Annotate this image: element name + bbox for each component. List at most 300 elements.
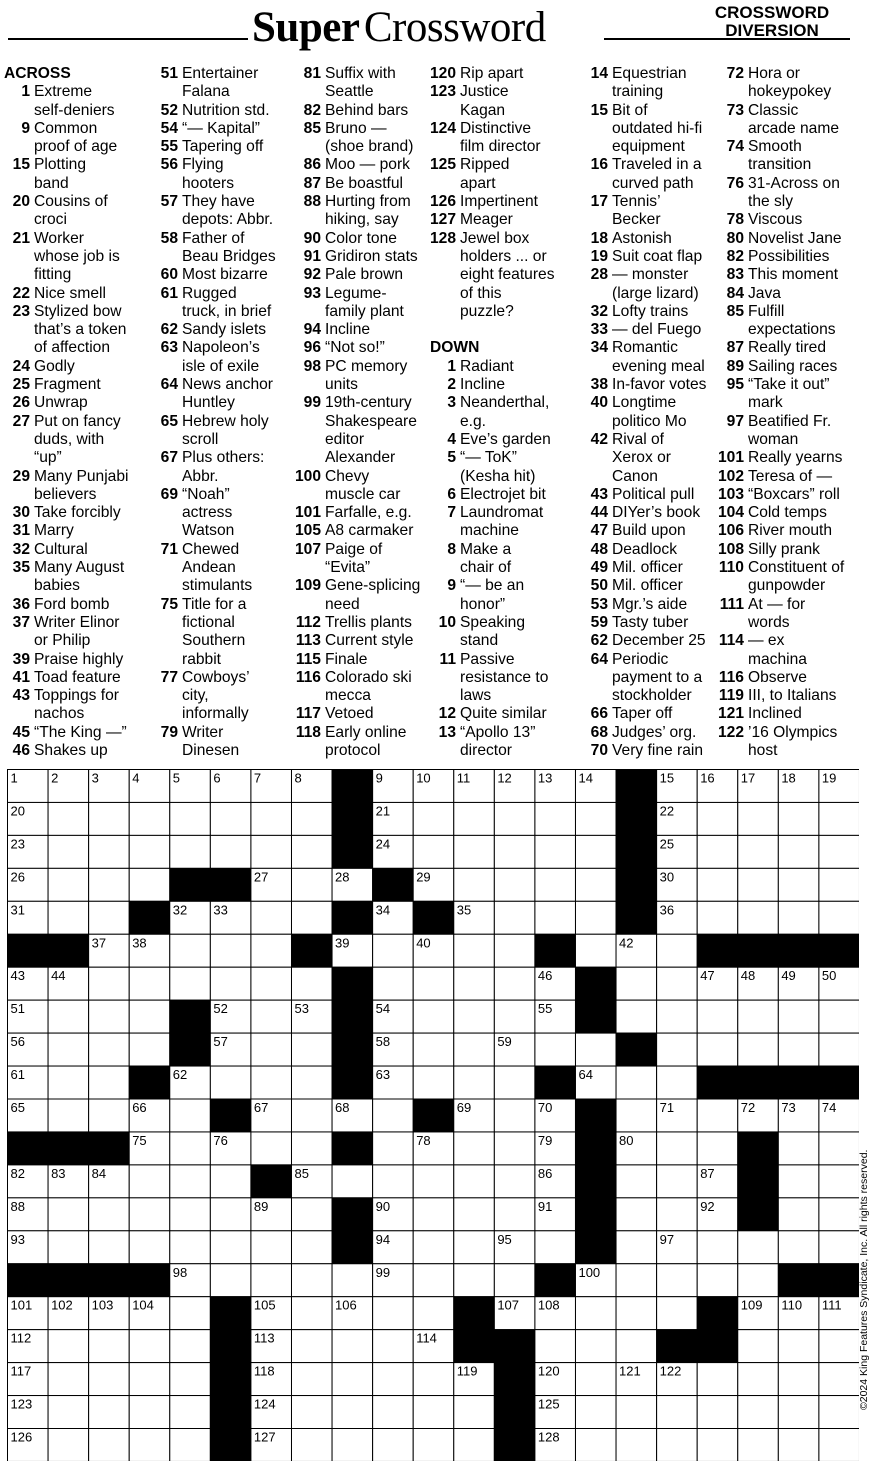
clue-number: 64 — [160, 376, 178, 394]
grid-cell[interactable] — [89, 1198, 130, 1231]
grid-cell[interactable] — [535, 1231, 576, 1264]
grid-cell[interactable] — [413, 1198, 454, 1231]
grid-cell[interactable] — [819, 1033, 859, 1066]
grid-cell[interactable] — [697, 835, 738, 868]
grid-cell[interactable] — [819, 1429, 859, 1462]
grid-cell[interactable] — [170, 1198, 211, 1231]
grid-cell[interactable] — [738, 1330, 779, 1363]
grid-cell[interactable] — [697, 1231, 738, 1264]
grid-cell[interactable] — [291, 802, 332, 835]
grid-cell[interactable] — [575, 835, 616, 868]
grid-cell[interactable] — [251, 1033, 292, 1066]
grid-cell[interactable] — [819, 868, 859, 901]
grid-cell[interactable] — [575, 1429, 616, 1462]
grid-cell[interactable] — [373, 1099, 414, 1132]
grid-cell[interactable] — [657, 1264, 698, 1297]
clue-item — [718, 138, 868, 175]
grid-cell[interactable] — [89, 1000, 130, 1033]
grid-cell[interactable] — [778, 901, 819, 934]
grid-cell[interactable] — [48, 1429, 89, 1462]
clue-number: 102 — [718, 467, 745, 485]
grid-cell[interactable] — [454, 1429, 495, 1462]
clue-item — [430, 577, 580, 614]
clue-line: Abbr. — [182, 467, 219, 485]
cell-number: 112 — [10, 1330, 32, 1346]
grid-cell[interactable] — [291, 868, 332, 901]
grid-cell[interactable] — [778, 1363, 819, 1396]
grid-cell[interactable] — [494, 1264, 535, 1297]
grid-cell[interactable] — [129, 1033, 170, 1066]
grid-cell[interactable] — [657, 934, 698, 967]
grid-cell[interactable] — [89, 1066, 130, 1099]
grid-cell[interactable] — [697, 1363, 738, 1396]
grid-cell[interactable] — [738, 835, 779, 868]
grid-cell[interactable] — [697, 1429, 738, 1462]
grid-cell[interactable] — [291, 1231, 332, 1264]
clue-item — [295, 175, 429, 193]
grid-cell[interactable] — [778, 1231, 819, 1264]
clue-text — [748, 468, 868, 486]
grid-cell[interactable] — [210, 1165, 251, 1198]
grid-cell[interactable] — [697, 1132, 738, 1165]
grid-cell[interactable] — [697, 901, 738, 934]
grid-cell[interactable] — [535, 1330, 576, 1363]
grid-cell[interactable] — [251, 1000, 292, 1033]
grid-cell[interactable] — [616, 1198, 657, 1231]
grid-cell[interactable] — [454, 1132, 495, 1165]
cell-number: 13 — [537, 770, 553, 786]
grid-cell[interactable] — [48, 1099, 89, 1132]
grid-cell[interactable] — [575, 1297, 616, 1330]
clue-number: 26 — [12, 394, 30, 412]
grid-cell[interactable] — [778, 1429, 819, 1462]
grid-cell[interactable] — [251, 901, 292, 934]
grid-cell[interactable] — [575, 802, 616, 835]
grid-cell[interactable] — [89, 868, 130, 901]
grid-cell[interactable] — [697, 1033, 738, 1066]
cell-number: 34 — [375, 902, 391, 918]
grid-cell[interactable] — [616, 1165, 657, 1198]
grid-cell[interactable] — [251, 1066, 292, 1099]
grid-cell[interactable] — [454, 1000, 495, 1033]
clue-line: Incline — [460, 376, 506, 394]
clue-item — [582, 339, 716, 376]
grid-cell[interactable] — [332, 1396, 373, 1429]
grid-cell[interactable] — [575, 1330, 616, 1363]
grid-cell[interactable] — [494, 1198, 535, 1231]
grid-cell[interactable] — [616, 1231, 657, 1264]
grid-cell[interactable] — [494, 1000, 535, 1033]
grid-cell[interactable] — [170, 1099, 211, 1132]
grid-cell[interactable] — [251, 1231, 292, 1264]
grid-cell[interactable] — [170, 1165, 211, 1198]
grid-cell[interactable] — [48, 802, 89, 835]
grid-cell[interactable] — [170, 934, 211, 967]
grid-cell[interactable] — [291, 1297, 332, 1330]
grid-cell[interactable] — [291, 835, 332, 868]
grid-cell[interactable] — [89, 1231, 130, 1264]
clue-line: Moo — pork — [325, 156, 410, 174]
grid-cell[interactable] — [778, 868, 819, 901]
grid-cell[interactable] — [373, 1132, 414, 1165]
grid-cell[interactable] — [48, 1198, 89, 1231]
grid-cell[interactable] — [48, 1363, 89, 1396]
grid-cell[interactable] — [373, 1297, 414, 1330]
grid-cell[interactable] — [413, 1363, 454, 1396]
grid-cell[interactable] — [332, 1429, 373, 1462]
clue-item — [4, 614, 150, 651]
grid-cell[interactable] — [291, 1363, 332, 1396]
grid-cell[interactable] — [616, 1330, 657, 1363]
grid-cell[interactable] — [291, 1198, 332, 1231]
grid-cell[interactable] — [535, 901, 576, 934]
grid-cell[interactable] — [494, 934, 535, 967]
clue-text — [460, 449, 580, 486]
grid-cell[interactable] — [48, 1231, 89, 1264]
grid-cell[interactable] — [170, 1363, 211, 1396]
grid-cell[interactable] — [89, 1396, 130, 1429]
clue-line: Viscous — [748, 211, 803, 229]
grid-cell[interactable] — [48, 1000, 89, 1033]
grid-cell[interactable] — [170, 1297, 211, 1330]
grid-cell[interactable] — [413, 1033, 454, 1066]
grid-cell[interactable] — [251, 967, 292, 1000]
grid-cell[interactable] — [129, 1165, 170, 1198]
grid-cell[interactable] — [819, 802, 859, 835]
grid-cell[interactable] — [210, 1264, 251, 1297]
grid-cell[interactable] — [210, 1198, 251, 1231]
grid-cell[interactable] — [413, 1066, 454, 1099]
clue-text — [748, 559, 868, 596]
grid-cell[interactable] — [454, 868, 495, 901]
grid-cell[interactable] — [413, 1000, 454, 1033]
clue-number: 101 — [718, 449, 745, 467]
grid-cell[interactable] — [291, 1066, 332, 1099]
grid-cell[interactable] — [413, 835, 454, 868]
grid-cell[interactable] — [616, 1396, 657, 1429]
grid-cell[interactable] — [170, 1132, 211, 1165]
grid-cell[interactable] — [413, 1264, 454, 1297]
grid-cell[interactable] — [170, 1396, 211, 1429]
grid-cell[interactable] — [494, 1099, 535, 1132]
grid-cell[interactable] — [210, 1066, 251, 1099]
grid-cell[interactable] — [494, 802, 535, 835]
grid-cell[interactable] — [535, 835, 576, 868]
grid-cell[interactable] — [819, 1198, 859, 1231]
grid-cell[interactable] — [778, 1000, 819, 1033]
clue-text — [34, 376, 150, 394]
grid-cell[interactable] — [657, 1396, 698, 1429]
grid-cell[interactable] — [373, 1429, 414, 1462]
grid-cell[interactable] — [373, 1396, 414, 1429]
grid-cell[interactable] — [291, 1033, 332, 1066]
grid-cell[interactable] — [291, 1264, 332, 1297]
grid-cell[interactable] — [210, 1231, 251, 1264]
grid-cell[interactable] — [48, 1396, 89, 1429]
grid-cell[interactable] — [129, 1363, 170, 1396]
grid-cell[interactable] — [616, 1000, 657, 1033]
grid-cell[interactable] — [373, 967, 414, 1000]
clue-line: Suffix with — [325, 65, 396, 82]
clue-line: Many Punjabi — [34, 467, 129, 485]
grid-cell[interactable] — [738, 1363, 779, 1396]
grid-cell[interactable] — [454, 1165, 495, 1198]
grid-cell[interactable] — [575, 934, 616, 967]
grid-cell[interactable] — [413, 967, 454, 1000]
grid-cell[interactable] — [129, 1396, 170, 1429]
clue-line: Farfalle, e.g. — [325, 504, 412, 522]
grid-cell[interactable] — [657, 1000, 698, 1033]
grid-cell[interactable] — [738, 802, 779, 835]
grid-cell[interactable] — [738, 1033, 779, 1066]
grid-cell[interactable] — [778, 1165, 819, 1198]
grid-cell[interactable] — [291, 1396, 332, 1429]
grid-cell[interactable] — [89, 1099, 130, 1132]
grid-cell[interactable] — [494, 835, 535, 868]
grid-cell[interactable] — [48, 1066, 89, 1099]
cell-number: 19 — [821, 770, 837, 786]
clue-line: — ex — [748, 632, 785, 650]
grid-cell[interactable] — [89, 1363, 130, 1396]
grid-cell[interactable] — [251, 835, 292, 868]
grid-cell[interactable] — [697, 1396, 738, 1429]
grid-cell[interactable] — [170, 1231, 211, 1264]
grid-cell[interactable] — [454, 1198, 495, 1231]
grid-cell[interactable] — [129, 802, 170, 835]
grid-cell[interactable] — [251, 1132, 292, 1165]
grid-cell[interactable] — [657, 1297, 698, 1330]
grid-cell[interactable] — [48, 1033, 89, 1066]
grid-cell[interactable] — [373, 1165, 414, 1198]
grid-cell[interactable] — [494, 901, 535, 934]
grid-cell[interactable] — [332, 1363, 373, 1396]
grid-cell[interactable] — [291, 1330, 332, 1363]
grid-cell[interactable] — [778, 1033, 819, 1066]
cell-number: 5 — [172, 770, 181, 786]
clue-number: 39 — [12, 650, 30, 668]
clue-item — [4, 559, 150, 596]
grid-cell[interactable] — [697, 868, 738, 901]
clue-line: actress — [182, 504, 233, 522]
grid-cell[interactable] — [89, 1330, 130, 1363]
clue-line: chair of — [460, 559, 512, 577]
clue-text — [325, 504, 429, 522]
grid-cell[interactable] — [210, 967, 251, 1000]
grid-cell[interactable] — [494, 967, 535, 1000]
grid-cell[interactable] — [616, 967, 657, 1000]
grid-cell[interactable] — [129, 1231, 170, 1264]
clue-line: Radiant — [460, 357, 514, 375]
crossword-grid[interactable] — [7, 769, 859, 1461]
grid-cell[interactable] — [251, 802, 292, 835]
grid-cell[interactable] — [778, 1396, 819, 1429]
grid-cell[interactable] — [819, 1363, 859, 1396]
clue-text — [325, 541, 429, 578]
grid-cell[interactable] — [657, 967, 698, 1000]
grid-cell[interactable] — [697, 1264, 738, 1297]
grid-cell[interactable] — [494, 1165, 535, 1198]
grid-cell[interactable] — [819, 1231, 859, 1264]
grid-cell[interactable] — [657, 1198, 698, 1231]
grid-cell[interactable] — [454, 967, 495, 1000]
grid-cell[interactable] — [291, 1132, 332, 1165]
clue-number: 117 — [295, 705, 321, 723]
grid-cell[interactable] — [819, 835, 859, 868]
grid-cell[interactable] — [170, 1330, 211, 1363]
clue-line: apart — [460, 174, 496, 192]
grid-cell[interactable] — [819, 1330, 859, 1363]
grid-cell[interactable] — [89, 901, 130, 934]
black-square — [697, 934, 738, 967]
clue-number: 63 — [160, 339, 178, 357]
grid-cell[interactable] — [48, 901, 89, 934]
grid-cell[interactable] — [575, 901, 616, 934]
grid-cell[interactable] — [89, 1429, 130, 1462]
grid-cell[interactable] — [129, 1000, 170, 1033]
grid-cell[interactable] — [454, 1264, 495, 1297]
grid-cell[interactable] — [697, 1099, 738, 1132]
grid-cell[interactable] — [291, 967, 332, 1000]
grid-cell[interactable] — [291, 901, 332, 934]
cell-number: 12 — [497, 770, 512, 786]
grid-cell[interactable] — [778, 1132, 819, 1165]
grid-cell[interactable] — [413, 1231, 454, 1264]
grid-cell[interactable] — [575, 1396, 616, 1429]
grid-cell[interactable] — [778, 835, 819, 868]
grid-cell[interactable] — [657, 1033, 698, 1066]
grid-cell[interactable] — [616, 1297, 657, 1330]
grid-cell[interactable] — [291, 1429, 332, 1462]
clue-line: Alexander — [325, 449, 396, 467]
grid-cell[interactable] — [738, 901, 779, 934]
grid-cell[interactable] — [738, 1000, 779, 1033]
cell-number: 83 — [51, 1165, 66, 1181]
grid-cell[interactable] — [48, 835, 89, 868]
grid-cell[interactable] — [454, 835, 495, 868]
grid-cell[interactable] — [738, 1396, 779, 1429]
clue-line: that’s a token — [34, 321, 127, 339]
grid-cell[interactable] — [616, 1264, 657, 1297]
grid-cell[interactable] — [413, 802, 454, 835]
grid-cell[interactable] — [778, 1198, 819, 1231]
grid-cell[interactable] — [819, 1132, 859, 1165]
grid-cell[interactable] — [210, 835, 251, 868]
grid-cell[interactable] — [575, 868, 616, 901]
grid-cell[interactable] — [413, 1297, 454, 1330]
grid-cell[interactable] — [413, 1429, 454, 1462]
grid-cell[interactable] — [819, 1000, 859, 1033]
grid-cell[interactable] — [738, 1429, 779, 1462]
grid-cell[interactable] — [129, 835, 170, 868]
grid-cell[interactable] — [210, 934, 251, 967]
grid-cell[interactable] — [575, 1033, 616, 1066]
grid-cell[interactable] — [494, 1066, 535, 1099]
grid-cell[interactable] — [170, 802, 211, 835]
grid-cell[interactable] — [129, 868, 170, 901]
grid-cell[interactable] — [778, 1330, 819, 1363]
grid-cell[interactable] — [48, 868, 89, 901]
cell-number: 120 — [537, 1363, 560, 1379]
grid-cell[interactable] — [535, 868, 576, 901]
grid-cell[interactable] — [697, 1000, 738, 1033]
grid-cell[interactable] — [332, 1165, 373, 1198]
grid-cell[interactable] — [210, 802, 251, 835]
clue-line: Worker — [34, 229, 84, 247]
grid-cell[interactable] — [373, 1330, 414, 1363]
grid-cell[interactable] — [251, 934, 292, 967]
grid-cell[interactable] — [494, 868, 535, 901]
cell-number: 90 — [375, 1198, 391, 1214]
grid-cell[interactable] — [616, 1099, 657, 1132]
grid-cell[interactable] — [89, 1033, 130, 1066]
grid-cell[interactable] — [657, 1429, 698, 1462]
grid-cell[interactable] — [657, 1132, 698, 1165]
grid-cell[interactable] — [291, 1099, 332, 1132]
grid-cell[interactable] — [535, 802, 576, 835]
grid-cell[interactable] — [738, 868, 779, 901]
grid-cell[interactable] — [778, 802, 819, 835]
clue-line: eight features — [460, 266, 555, 284]
grid-cell[interactable] — [454, 1231, 495, 1264]
grid-cell[interactable] — [575, 1363, 616, 1396]
grid-cell[interactable] — [332, 1330, 373, 1363]
grid-cell[interactable] — [657, 1066, 698, 1099]
grid-cell[interactable] — [332, 1264, 373, 1297]
grid-cell[interactable] — [48, 1330, 89, 1363]
black-square — [738, 1066, 779, 1099]
grid-cell[interactable] — [616, 1066, 657, 1099]
grid-cell[interactable] — [657, 1165, 698, 1198]
grid-cell[interactable] — [89, 835, 130, 868]
grid-cell[interactable] — [170, 835, 211, 868]
grid-cell[interactable] — [454, 1066, 495, 1099]
grid-cell[interactable] — [738, 1231, 779, 1264]
grid-cell[interactable] — [170, 967, 211, 1000]
grid-cell[interactable] — [697, 802, 738, 835]
clue-line: Nutrition std. — [182, 101, 270, 119]
clue-line: Common — [34, 119, 98, 137]
grid-cell[interactable] — [373, 1363, 414, 1396]
grid-cell[interactable] — [819, 1165, 859, 1198]
grid-cell[interactable] — [494, 1132, 535, 1165]
clue-number: 15 — [590, 101, 608, 119]
grid-cell[interactable] — [129, 1330, 170, 1363]
grid-cell[interactable] — [454, 1033, 495, 1066]
grid-cell[interactable] — [413, 1396, 454, 1429]
grid-cell[interactable] — [170, 1429, 211, 1462]
grid-cell[interactable] — [454, 802, 495, 835]
grid-cell[interactable] — [535, 1033, 576, 1066]
grid-cell[interactable] — [251, 1264, 292, 1297]
cell-number: 47 — [700, 968, 715, 984]
grid-cell[interactable] — [89, 967, 130, 1000]
grid-cell[interactable] — [819, 1396, 859, 1429]
grid-cell[interactable] — [738, 1264, 779, 1297]
grid-cell[interactable] — [616, 1429, 657, 1462]
grid-cell[interactable] — [819, 901, 859, 934]
clue-line: Electrojet bit — [460, 485, 546, 503]
grid-cell[interactable] — [129, 967, 170, 1000]
grid-cell[interactable] — [413, 1165, 454, 1198]
grid-cell[interactable] — [129, 1429, 170, 1462]
grid-cell[interactable] — [454, 1396, 495, 1429]
grid-cell[interactable] — [454, 934, 495, 967]
grid-cell[interactable] — [89, 802, 130, 835]
grid-cell[interactable] — [373, 934, 414, 967]
grid-cell[interactable] — [129, 1198, 170, 1231]
clue-text — [325, 248, 429, 266]
clue-line: “— Kapital” — [182, 119, 260, 137]
